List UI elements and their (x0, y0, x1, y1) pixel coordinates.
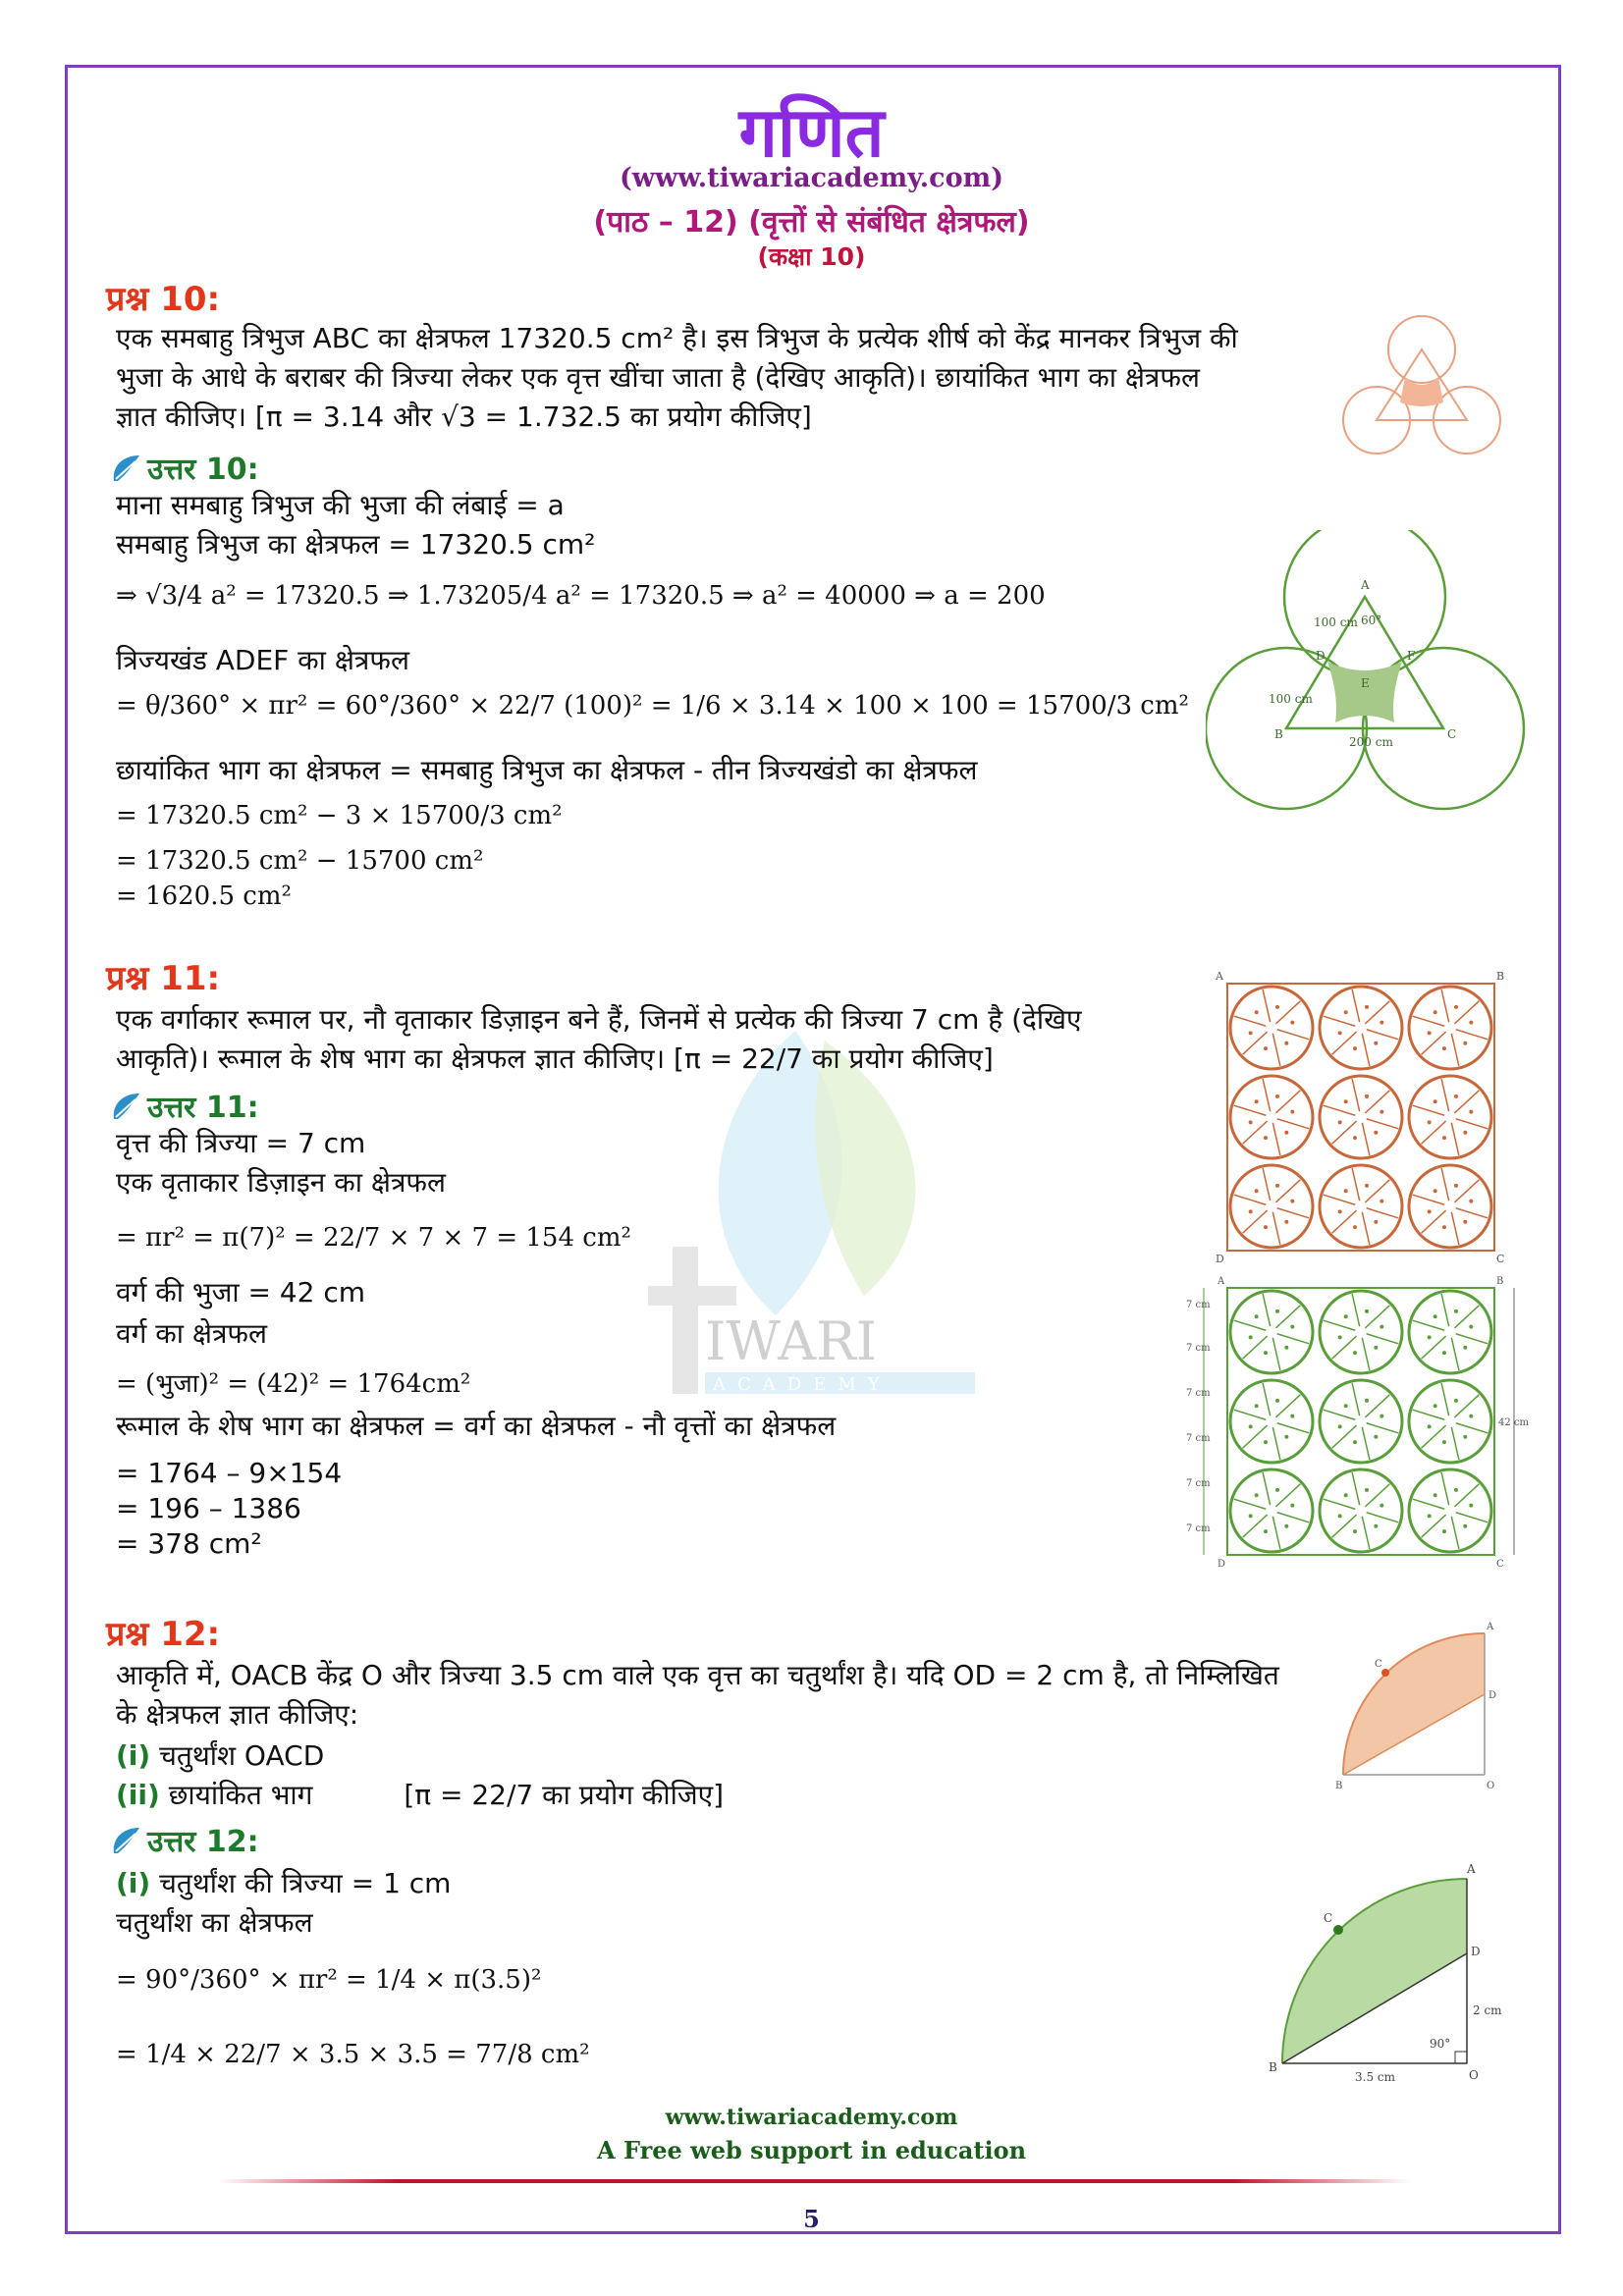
q11-figure-green (1184, 1274, 1538, 1573)
q12-part-i: (i) चतुर्थांश OACD (116, 1739, 325, 1772)
q11-step10: = 378 cm² (116, 1527, 262, 1560)
fig10-radius2: 100 cm (1269, 692, 1313, 706)
q12-step2: चतुर्थांश का क्षेत्रफल (116, 1906, 313, 1939)
svg-text:D: D (1217, 1559, 1226, 1569)
q12-text-line2: के क्षेत्रफल ज्ञात कीजिए: (116, 1698, 359, 1731)
q11-step9: = 196 – 1386 (116, 1492, 301, 1524)
watermark-text: IWARI (705, 1310, 878, 1372)
tiwari-answer-icon (110, 1826, 143, 1855)
svg-text:B: B (1496, 970, 1505, 983)
question-12-label: प्रश्न 12: (106, 1615, 221, 1654)
q11-step8: = 1764 – 9×154 (116, 1457, 343, 1489)
svg-text:2 cm: 2 cm (1473, 2003, 1502, 2017)
q11-step5: वर्ग का क्षेत्रफल (116, 1317, 267, 1350)
q11-step6: = (भुजा)² = (42)² = 1764cm² (116, 1369, 471, 1399)
footer-divider (218, 2179, 1410, 2183)
fig10-base: 200 cm (1349, 735, 1393, 749)
q12-step1: (i) चतुर्थांश की त्रिज्या = 1 cm (116, 1867, 452, 1899)
question-10-label: प्रश्न 10: (106, 280, 221, 319)
footer-url[interactable]: www.tiwariacademy.com (665, 2105, 958, 2130)
fig10-A: A (1361, 578, 1370, 592)
q10-small-figure (1333, 312, 1510, 463)
tiwari-answer-icon (110, 1092, 143, 1121)
svg-text:D: D (1216, 1253, 1224, 1264)
q10-step5: = θ/360° × πr² = 60°/360° × 22/7 (100)² = 1/6 × 3.14 × 100 × 100 = 15700/3 cm² (116, 691, 1189, 721)
q12-step3: = 90°/360° × πr² = 1/4 × π(3.5)² (116, 1965, 542, 1995)
q11-step2: एक वृताकार डिज़ाइन का क्षेत्रफल (116, 1166, 446, 1199)
question-11-label: प्रश्न 11: (106, 959, 221, 998)
q10-text-line3: ज्ञात कीजिए। [π = 3.14 और √3 = 1.732.5 का प्रयोग कीजिए] (116, 400, 812, 433)
q11-figure-orange (1214, 970, 1508, 1268)
svg-text:C: C (1496, 1559, 1504, 1569)
svg-text:D: D (1471, 1945, 1481, 1958)
svg-text:90°: 90° (1430, 2037, 1451, 2051)
q11-text-line1: एक वर्गाकार रूमाल पर, नौ वृताकार डिज़ाइन बने हैं, जिनमें से प्रत्येक की त्रिज्या 7 cm है (देखिए (116, 1003, 1082, 1036)
svg-text:B: B (1269, 2060, 1277, 2074)
q12-part-ii: (ii) छायांकित भाग [π = 22/7 का प्रयोग कीजिए] (116, 1779, 725, 1811)
svg-text:D: D (1488, 1690, 1497, 1701)
page-title: गणित (738, 92, 885, 173)
fig10-B: B (1274, 727, 1283, 741)
svg-text:C: C (1375, 1659, 1382, 1670)
fig10-radius1: 100 cm (1314, 615, 1358, 629)
header-url: (www.tiwariacademy.com) (620, 163, 1003, 193)
svg-text:O: O (1469, 2068, 1479, 2082)
q11-step1: वृत्त की त्रिज्या = 7 cm (116, 1127, 366, 1159)
svg-text:B: B (1496, 1276, 1504, 1287)
q11-text-line2: आकृति)। रूमाल के शेष भाग का क्षेत्रफल ज्ञात कीजिए। [π = 22/7 का प्रयोग कीजिए] (116, 1042, 994, 1075)
tiwari-answer-icon (110, 454, 143, 483)
svg-text:A: A (1467, 1862, 1476, 1876)
q10-step6: छायांकित भाग का क्षेत्रफल = समबाहु त्रिभुज का क्षेत्रफल - तीन त्रिज्यखंडो का क्षेत्रफल (116, 754, 978, 786)
svg-text:7 cm: 7 cm (1186, 1388, 1211, 1399)
fig10-C: C (1447, 727, 1457, 741)
q12-large-figure (1253, 1826, 1508, 2095)
answer-10-label: उत्तर 10: (110, 448, 259, 488)
footer-tagline: A Free web support in education (596, 2136, 1027, 2164)
svg-text:A: A (1216, 970, 1223, 983)
q10-step4: त्रिज्यखंड ADEF का क्षेत्रफल (116, 644, 409, 676)
svg-text:C: C (1496, 1253, 1505, 1264)
answer-12-label: उत्तर 12: (110, 1820, 259, 1860)
q10-large-figure (1206, 530, 1540, 819)
svg-text:7 cm: 7 cm (1186, 1523, 1211, 1534)
fig10-angle: 60° (1361, 614, 1382, 627)
fig10-E: E (1361, 676, 1370, 690)
q10-step2: समबाहु त्रिभुज का क्षेत्रफल = 17320.5 cm² (116, 528, 596, 561)
q10-step7: = 17320.5 cm² − 3 × 15700/3 cm² (116, 801, 563, 830)
svg-text:3.5 cm: 3.5 cm (1355, 2070, 1395, 2084)
q11-step4: वर्ग की भुजा = 42 cm (116, 1276, 366, 1308)
fig10-F: F (1407, 649, 1416, 663)
svg-text:7 cm: 7 cm (1186, 1478, 1211, 1489)
svg-text:C: C (1324, 1911, 1333, 1925)
q10-step8: = 17320.5 cm² − 15700 cm² (116, 846, 484, 876)
svg-text:7 cm: 7 cm (1186, 1300, 1211, 1310)
svg-text:B: B (1335, 1781, 1343, 1791)
q10-step9: = 1620.5 cm² (116, 881, 292, 911)
svg-text:7 cm: 7 cm (1186, 1433, 1211, 1444)
q10-step3: ⇒ √3/4 a² = 17320.5 ⇒ 1.73205/4 a² = 17320.5 ⇒ a² = 40000 ⇒ a = 200 (116, 581, 1046, 611)
q11-step3: = πr² = π(7)² = 22/7 × 7 × 7 = 154 cm² (116, 1223, 631, 1253)
q11-step7: रूमाल के शेष भाग का क्षेत्रफल = वर्ग का क्षेत्रफल - नौ वृत्तों का क्षेत्रफल (116, 1410, 837, 1442)
q12-text-line1: आकृति में, OACB केंद्र O और त्रिज्या 3.5 cm वाले एक वृत्त का चतुर्थांश है। यदि OD = 2 cm है, तो निम्लिखित (116, 1659, 1279, 1691)
q12-step4: = 1/4 × 22/7 × 3.5 × 3.5 = 77/8 cm² (116, 2040, 590, 2069)
q10-step1: माना समबाहु त्रिभुज की भुजा की लंबाई = a (116, 489, 565, 521)
svg-text:7 cm: 7 cm (1186, 1343, 1211, 1354)
svg-text:O: O (1487, 1781, 1495, 1791)
fig10-D: D (1316, 649, 1325, 663)
watermark-subtext: ACADEMY (713, 1374, 892, 1394)
q12-small-figure (1331, 1606, 1508, 1796)
answer-11-label: उत्तर 11: (110, 1086, 259, 1126)
svg-text:A: A (1217, 1276, 1225, 1287)
class-label: (कक्षा 10) (757, 242, 866, 271)
chapter-title: (पाठ – 12) (वृत्तों से संबंधित क्षेत्रफल) (593, 205, 1030, 240)
svg-text:42 cm: 42 cm (1498, 1417, 1529, 1428)
page-number: 5 (803, 2205, 820, 2233)
q10-text-line2: भुजा के आधे के बराबर की त्रिज्या लेकर एक वृत्त खींचा जाता है (देखिए आकृति)। छायांकित भाग का क्षेत्रफल (116, 361, 1200, 394)
svg-text:A: A (1487, 1622, 1494, 1632)
q10-text-line1: एक समबाहु त्रिभुज ABC का क्षेत्रफल 17320.5 cm² है। इस त्रिभुज के प्रत्येक शीर्ष को केंद्र मानकर त्रिभुज की (116, 322, 1238, 354)
